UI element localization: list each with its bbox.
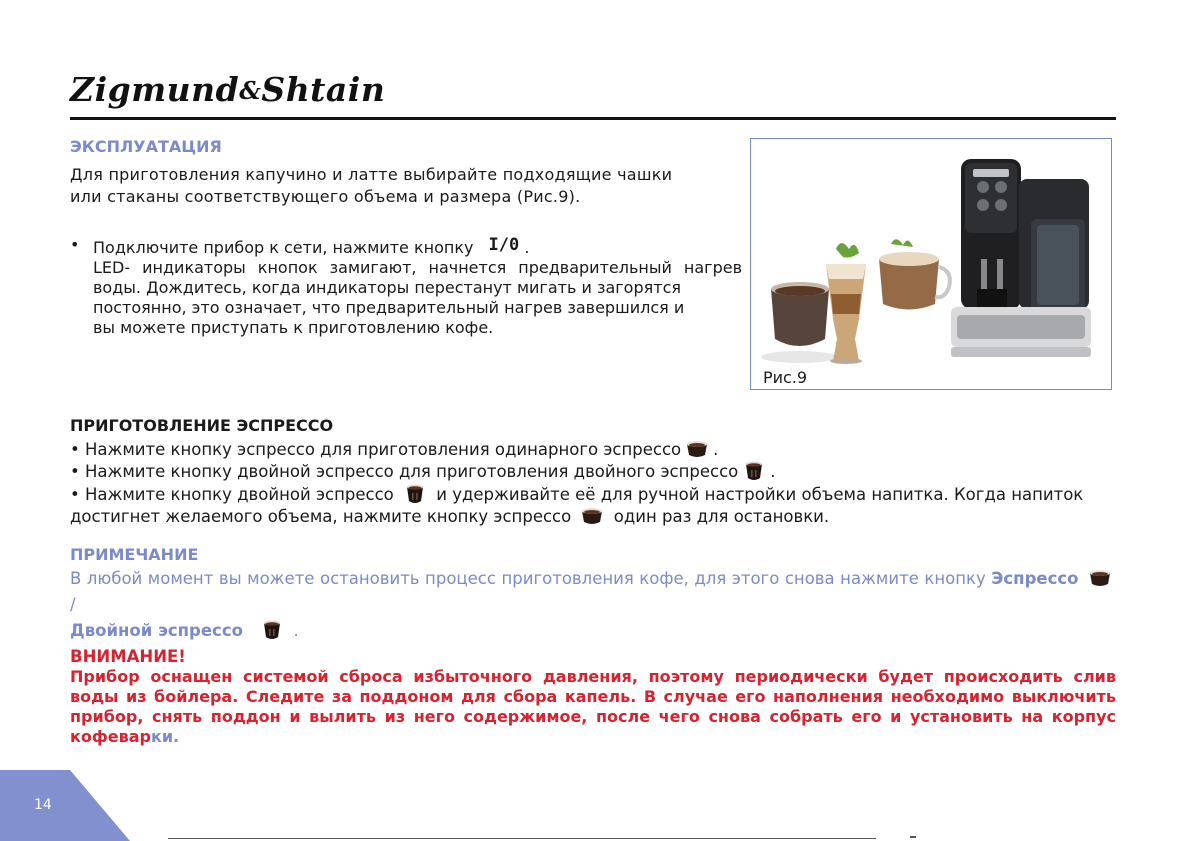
note-text: В любой момент вы можете остановить процесс приготовления кофе, для этого снова нажмите кнопку [70, 569, 986, 588]
note-line-1 [70, 566, 1116, 618]
bullet-line-2: LED- индикаторы кнопок замигают, начнется предварительный нагрев [93, 258, 742, 277]
header-rule [70, 117, 1116, 120]
warning-text-red: Прибор оснащен системой сброса избыточного давления, поэтому периодически будет происходить слив воды из бойлера. Следите за поддоном для сбора капель. В случае его наполнения необходимо выключить прибор, снять поддон и вылить из него содержимое, после чего снова собрать его и установить на корпус кофевар [70, 667, 1116, 746]
bullet-dot: • [70, 235, 80, 254]
espresso-single-cup-icon [1088, 567, 1112, 589]
warning-text [70, 667, 1116, 747]
footer-tick [910, 836, 916, 838]
operation-title: ЭКСПЛУАТАЦИЯ [70, 137, 222, 156]
espresso-line-2-end: . [770, 462, 776, 481]
bullet-text: Подключите прибор к сети, нажмите кнопку [93, 238, 474, 257]
coffee-machine-illustration [751, 139, 1111, 389]
brand-ampersand: & [239, 76, 262, 105]
espresso-line-1 [70, 438, 1120, 461]
espresso-double-cup-icon [742, 460, 766, 482]
espresso-line-1-text: • Нажмите кнопку эспрессо для приготовления одинарного эспрессо [70, 439, 682, 459]
espresso-section [70, 416, 1120, 528]
espresso-line-3a: • Нажмите кнопку двойной эспрессо [70, 484, 394, 504]
bullet-line-3: воды. Дождитесь, когда индикаторы перестанут мигать и загорятся [93, 278, 681, 297]
espresso-double-cup-icon [260, 619, 284, 641]
operation-intro-line1: Для приготовления капучино и латте выбирайте подходящие чашки [70, 165, 673, 184]
espresso-title: ПРИГОТОВЛЕНИЕ ЭСПРЕССО [70, 416, 334, 435]
espresso-line-2-text: • Нажмите кнопку двойной эспрессо для приготовления двойного эспрессо [70, 462, 739, 481]
espresso-line-1-end: . [713, 439, 719, 459]
espresso-line-3 [70, 483, 1120, 506]
note-espresso-label: Эспрессо [991, 569, 1079, 588]
bullet-line-5: вы можете приступать к приготовлению кофе. [93, 318, 494, 337]
operation-intro-line2: или стаканы соответствующего объема и размера (Рис.9). [70, 187, 581, 206]
bullet-text-end: . [524, 238, 530, 257]
note-slash: / [70, 595, 76, 614]
note-title: ПРИМЕЧАНИЕ [70, 545, 199, 564]
espresso-single-cup-icon [685, 438, 709, 460]
note-line-2 [70, 618, 1120, 644]
espresso-single-cup-icon [580, 505, 604, 527]
note-section [70, 544, 1120, 644]
page-number-tab [0, 770, 130, 841]
power-on-instructions [70, 235, 742, 338]
page-number: 14 [34, 797, 52, 813]
espresso-line-4b: один раз для остановки. [613, 507, 830, 526]
warning-title: ВНИМАНИЕ! [70, 647, 186, 666]
warning-section [70, 647, 1116, 747]
note-end: . [293, 621, 299, 640]
espresso-line-2 [70, 460, 1120, 483]
warning-text-blue: ки. [150, 727, 180, 746]
figure-9 [750, 138, 1112, 390]
brand-name-left: Zigmund [70, 70, 240, 109]
operation-intro [70, 164, 700, 208]
brand-name-right: Shtain [261, 70, 386, 109]
power-button-label: I/0 [488, 235, 520, 255]
figure-caption: Рис.9 [763, 368, 808, 387]
note-double-label: Двойной эспрессо [70, 621, 243, 640]
bullet-line-4: постоянно, это означает, что предварительный нагрев завершился и [93, 298, 685, 317]
footer-line [168, 838, 876, 839]
brand-logo [70, 70, 385, 109]
espresso-line-3b: и удерживайте её для ручной настройки объема напитка. Когда напиток [436, 484, 1084, 504]
espresso-double-cup-icon [403, 483, 427, 505]
espresso-line-4 [70, 505, 1120, 528]
espresso-line-4a: достигнет желаемого объема, нажмите кнопку эспрессо [70, 507, 572, 526]
